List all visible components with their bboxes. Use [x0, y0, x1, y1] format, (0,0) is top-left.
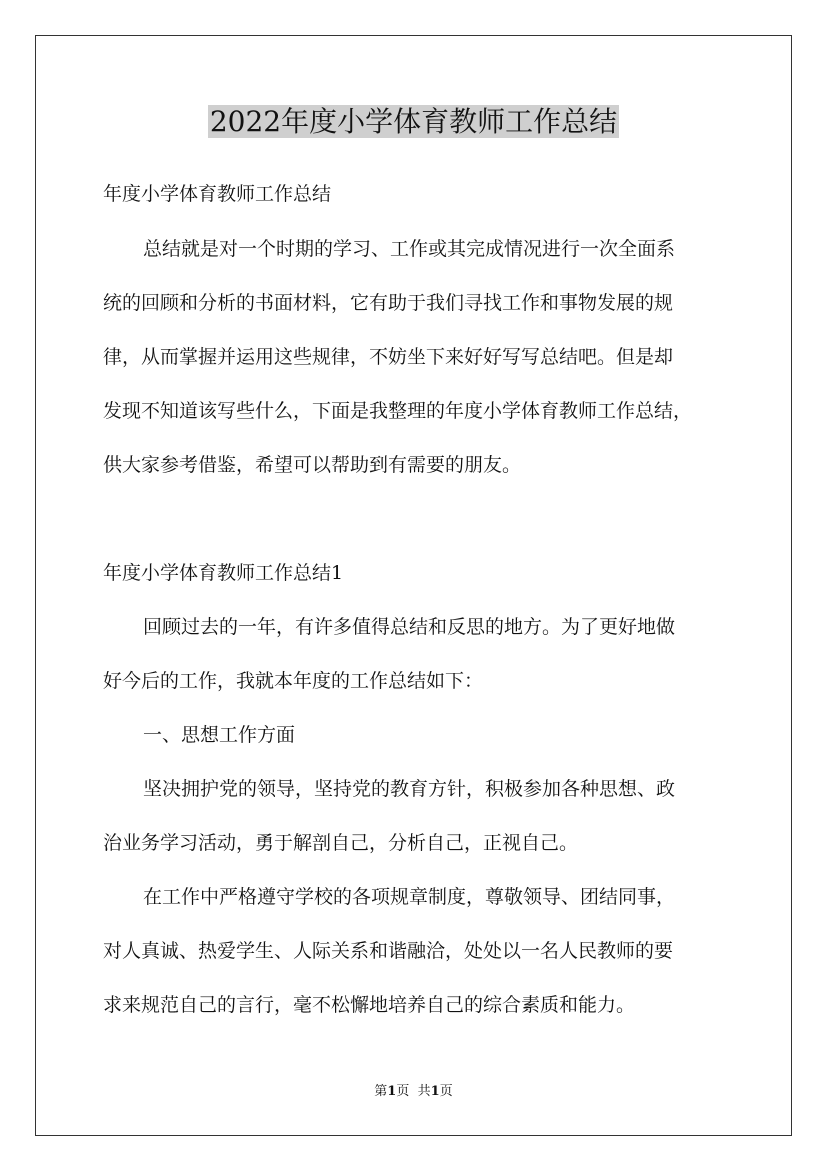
total-pages: 1: [430, 1084, 440, 1099]
document-subtitle: 年度小学体育教师工作总结: [103, 183, 332, 205]
page-prefix: 第: [374, 1084, 388, 1099]
page-suffix: 页: [396, 1084, 410, 1099]
page-number: 1: [387, 1084, 397, 1099]
section1-para3-line-2: 对人真诚、热爱学生、人际关系和谐融洽，处处以一名人民教师的要: [103, 940, 674, 962]
section1-para1-line-2: 好今后的工作，我就本年度的工作总结如下：: [103, 670, 484, 692]
section1-para3-line-3: 求来规范自己的言行，毫不松懈地培养自己的综合素质和能力。: [103, 994, 636, 1016]
intro-line-4: 发现不知道该写些什么，下面是我整理的年度小学体育教师工作总结，: [103, 400, 693, 422]
total-suffix: 页: [439, 1084, 453, 1099]
total-prefix: 共: [417, 1084, 431, 1099]
intro-line-2: 统的回顾和分析的书面材料，它有助于我们寻找工作和事物发展的规: [103, 292, 674, 314]
subheading-thought-work: 一、思想工作方面: [143, 724, 296, 746]
intro-line-5: 供大家参考借鉴，希望可以帮助到有需要的朋友。: [103, 454, 522, 476]
section1-para1-line-1: 回顾过去的一年，有许多值得总结和反思的地方。为了更好地做: [143, 616, 676, 638]
page-footer: [0, 1083, 827, 1101]
document-title: [0, 100, 827, 144]
section-heading-1: 年度小学体育教师工作总结1: [103, 562, 344, 584]
intro-line-1: 总结就是对一个时期的学习、工作或其完成情况进行一次全面系: [143, 238, 676, 260]
document-title-text: 2022年度小学体育教师工作总结: [209, 105, 618, 138]
section1-para2-line-2: 治业务学习活动，勇于解剖自己，分析自己，正视自己。: [103, 832, 579, 854]
intro-line-3: 律，从而掌握并运用这些规律，不妨坐下来好好写写总结吧。但是却: [103, 346, 674, 368]
section1-para3-line-1: 在工作中严格遵守学校的各项规章制度，尊敬领导、团结同事，: [143, 886, 676, 908]
section1-para2-line-1: 坚决拥护党的领导，坚持党的教育方针，积极参加各种思想、政: [143, 778, 676, 800]
